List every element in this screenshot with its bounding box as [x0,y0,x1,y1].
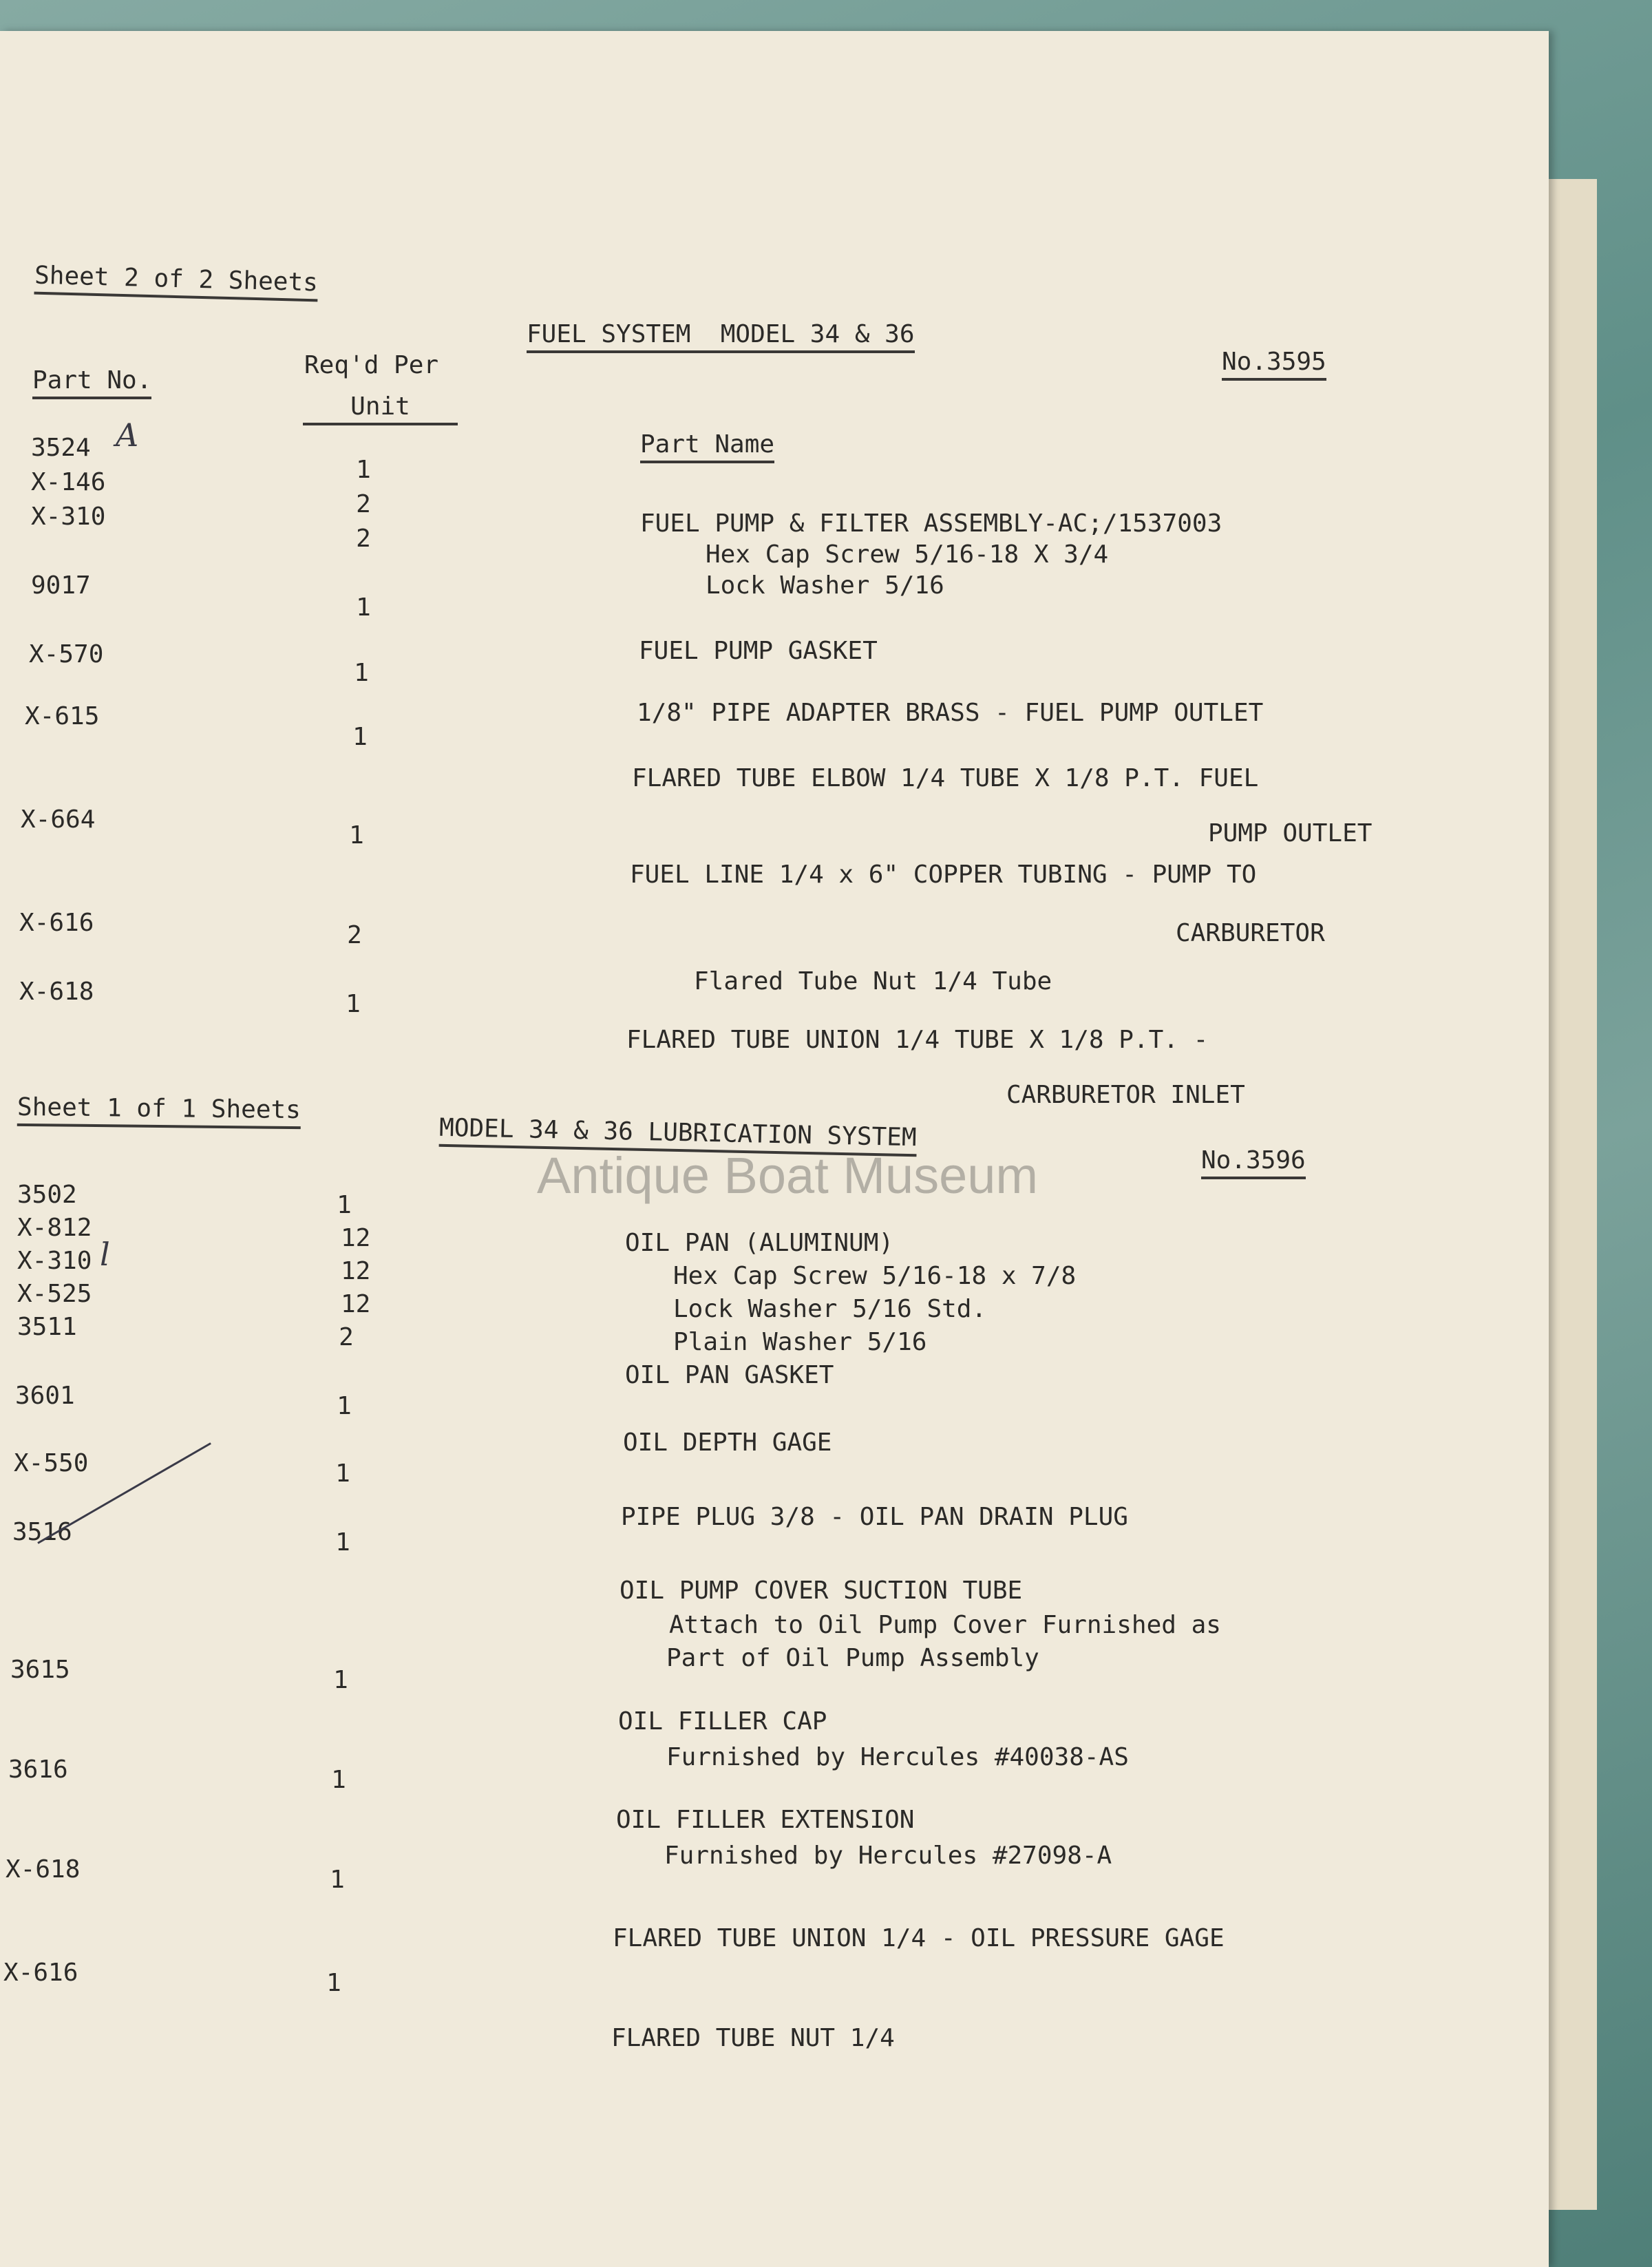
part-name: OIL DEPTH GAGE [623,1428,832,1457]
part-name: Lock Washer 5/16 [706,571,944,600]
part-no: X-615 [25,702,100,730]
part-name: FLARED TUBE ELBOW 1/4 TUBE X 1/8 P.T. FUEL [632,764,1259,792]
qty: 1 [354,659,369,687]
part-no: X-616 [19,909,94,937]
part-name: Hex Cap Screw 5/16-18 x 7/8 [673,1262,1077,1290]
part-no: 3516 [12,1518,72,1546]
qty: 2 [347,921,362,949]
part-no: 3524 [31,434,91,462]
part-name: Plain Washer 5/16 [673,1328,927,1356]
part-no: X-550 [14,1449,89,1477]
section-number-3596: No.3596 [1201,1146,1306,1179]
watermark: Antique Boat Museum [537,1147,1039,1204]
part-no: X-618 [6,1855,81,1884]
col-header-reqd-line1: Req'd Per [304,351,439,379]
col-header-reqd-line2: Unit [303,392,458,425]
qty: 2 [356,525,371,553]
part-name: FLARED TUBE NUT 1/4 [611,2024,895,2052]
part-name: 1/8" PIPE ADAPTER BRASS - FUEL PUMP OUTLET [637,699,1264,727]
part-name: Hex Cap Screw 5/16-18 X 3/4 [706,540,1109,569]
part-name: OIL PAN GASKET [625,1361,834,1389]
part-name-cont: Furnished by Hercules #40038-AS [666,1743,1129,1771]
col-header-part-no: Part No. [32,366,151,399]
part-no: X-618 [19,978,94,1006]
part-no: 9017 [31,571,91,600]
qty: 2 [339,1323,354,1351]
part-no: 3502 [17,1181,77,1209]
sheet-label-2: Sheet 1 of 1 Sheets [17,1093,301,1129]
part-no: X-310 [31,503,106,531]
part-no: X-812 [17,1214,92,1242]
col-header-part-name: Part Name [640,430,774,463]
qty: 1 [337,1191,352,1219]
part-no: 3615 [10,1656,70,1684]
part-no: 3601 [15,1382,75,1410]
part-name-cont: Attach to Oil Pump Cover Furnished as [669,1611,1221,1639]
handwritten-mark: l [100,1236,110,1273]
document-page [0,31,1549,2267]
qty: 1 [333,1666,348,1694]
part-name: OIL FILLER CAP [618,1707,827,1736]
part-name-cont: PUMP OUTLET [1208,819,1373,847]
section-number-3595: No.3595 [1222,348,1326,381]
qty: 12 [341,1257,371,1285]
part-name-cont: CARBURETOR INLET [1006,1081,1245,1109]
part-no: X-664 [21,805,96,834]
qty: 12 [341,1224,371,1252]
qty: 1 [331,1766,346,1794]
qty: 1 [335,1528,350,1557]
part-no: X-310 [17,1247,92,1275]
part-no: 3616 [8,1755,68,1784]
part-no: X-570 [29,640,104,668]
qty: 1 [349,821,364,850]
qty: 1 [346,990,361,1018]
qty: 1 [356,456,371,484]
part-name: OIL PAN (ALUMINUM) [625,1229,894,1257]
part-no: 3511 [17,1313,77,1341]
qty: 1 [352,723,368,751]
part-name-cont: CARBURETOR [1176,919,1325,947]
part-name: FUEL PUMP GASKET [639,637,878,665]
qty: 1 [337,1392,352,1420]
qty: 1 [356,593,371,622]
section-title-fuel: FUEL SYSTEM MODEL 34 & 36 [527,320,915,353]
part-name: Lock Washer 5/16 Std. [673,1295,987,1323]
part-name: OIL FILLER EXTENSION [616,1806,915,1834]
section-title-lubrication: MODEL 34 & 36 LUBRICATION SYSTEM [439,1114,917,1157]
part-no: X-146 [31,468,106,496]
qty: 2 [356,490,371,518]
part-no: X-616 [3,1959,78,1987]
part-no: X-525 [17,1280,92,1308]
part-name: FUEL LINE 1/4 x 6" COPPER TUBING - PUMP TO [630,861,1257,889]
qty: 1 [335,1459,350,1488]
part-name: FUEL PUMP & FILTER ASSEMBLY-AC;/1537003 [640,509,1222,538]
part-name-cont: Part of Oil Pump Assembly [666,1644,1039,1672]
qty: 1 [326,1969,341,1997]
qty: 12 [341,1290,371,1318]
part-name: PIPE PLUG 3/8 - OIL PAN DRAIN PLUG [621,1503,1128,1531]
part-name: FLARED TUBE UNION 1/4 - OIL PRESSURE GAGE [613,1924,1225,1952]
qty: 1 [330,1866,345,1894]
part-name: Flared Tube Nut 1/4 Tube [694,967,1052,995]
sheet-label-1: Sheet 2 of 2 Sheets [34,262,318,302]
part-name: FLARED TUBE UNION 1/4 TUBE X 1/8 P.T. - [626,1026,1209,1054]
part-name: OIL PUMP COVER SUCTION TUBE [620,1577,1023,1605]
part-name-cont: Furnished by Hercules #27098-A [664,1842,1112,1870]
handwritten-mark: A [116,417,139,454]
